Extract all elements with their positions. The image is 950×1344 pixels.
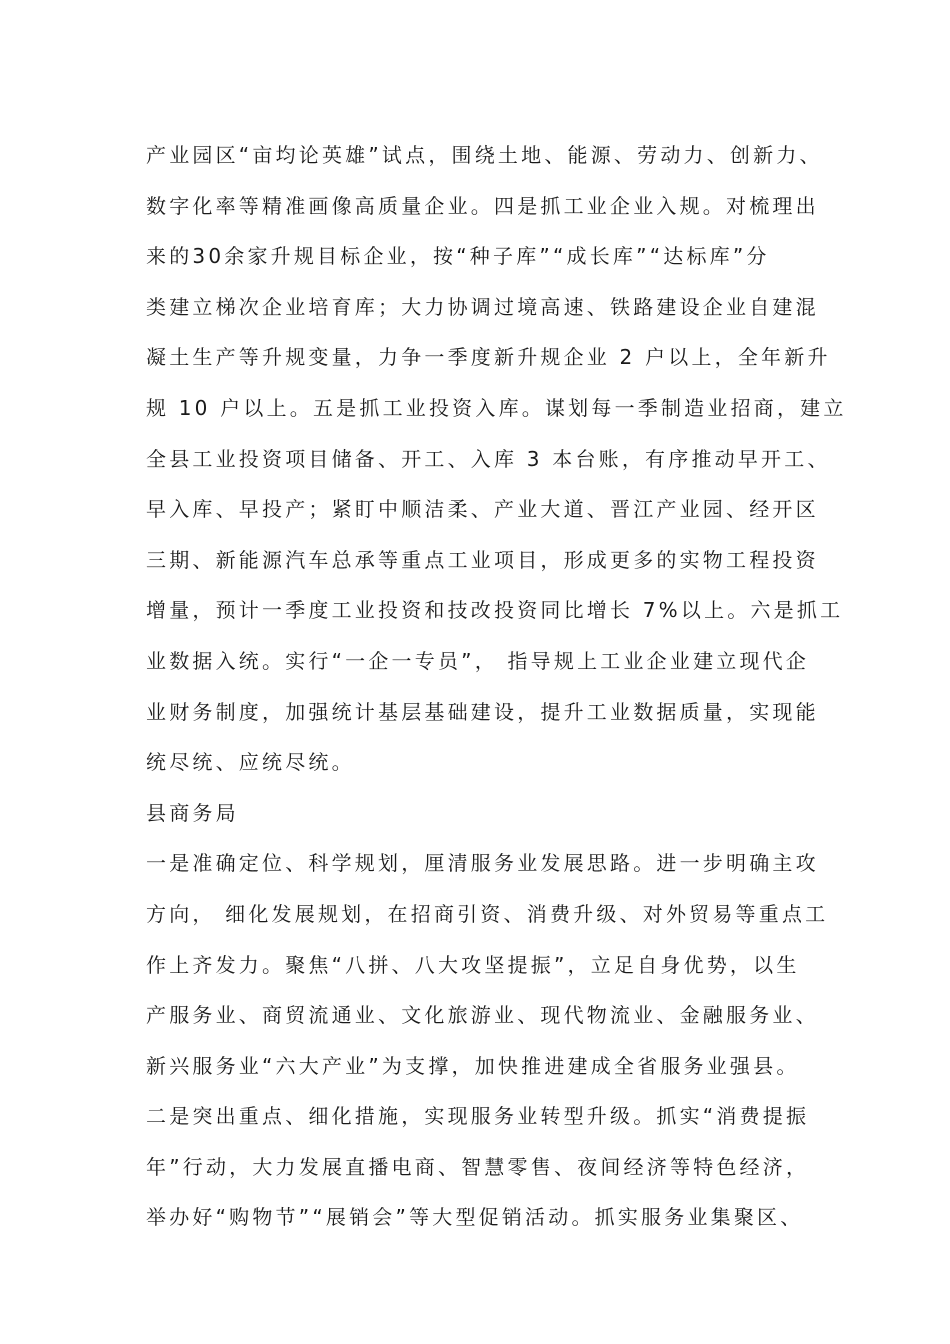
text-line: 二是突出重点、细化措施，实现服务业转型升级。抓实“消费提振 [146, 1104, 810, 1129]
text-line: 凝土生产等升规变量，力争一季度新升规企业 2 户以上，全年新升 [146, 345, 831, 370]
text-line: 一是准确定位、科学规划，厘清服务业发展思路。进一步明确主攻 [146, 851, 819, 876]
text-line: 统尽统、应统尽统。 [146, 750, 355, 775]
text-line: 来的30余家升规目标企业，按“种子库”“成长库”“达标库”分 [146, 244, 770, 269]
text-line: 业财务制度，加强统计基层基础建设，提升工业数据质量，实现能 [146, 699, 819, 724]
text-line: 全县工业投资项目储备、开工、入库 3 本台账，有序推动早开工、 [146, 446, 831, 471]
text-line: 方向， 细化发展规划，在招商引资、消费升级、对外贸易等重点工 [146, 901, 829, 926]
text-line: 业数据入统。实行“一企一专员”， 指导规上工业企业建立现代企 [146, 648, 810, 673]
text-line: 三期、新能源汽车总承等重点工业项目，形成更多的实物工程投资 [146, 547, 819, 572]
text-line: 产服务业、商贸流通业、文化旅游业、现代物流业、金融服务业、 [146, 1003, 819, 1028]
section-heading: 县商务局 [146, 800, 239, 825]
text-line: 产业园区“亩均论英雄”试点，围绕土地、能源、劳动力、创新力、 [146, 143, 823, 167]
text-line: 举办好“购物节”“展销会”等大型促销活动。抓实服务业集聚区、 [146, 1205, 804, 1230]
text-line: 新兴服务业“六大产业”为支撑，加快推进建成全省服务业强县。 [146, 1053, 800, 1078]
text-line: 规 10 户以上。五是抓工业投资入库。谋划每一季制造业招商，建立 [146, 395, 847, 420]
text-line: 类建立梯次企业培育库；大力协调过境高速、铁路建设企业自建混 [146, 294, 819, 319]
text-line: 年”行动，大力发展直播电商、智慧零售、夜间经济等特色经济， [146, 1154, 810, 1179]
text-line: 早入库、早投产；紧盯中顺洁柔、产业大道、晋江产业园、经开区 [146, 497, 819, 522]
text-line: 增量，预计一季度工业投资和技改投资同比增长 7%以上。六是抓工 [146, 598, 844, 623]
text-line: 作上齐发力。聚焦“八拼、八大攻坚提振”，立足自身优势，以生 [146, 952, 800, 977]
text-line: 数字化率等精准画像高质量企业。四是抓工业企业入规。对梳理出 [146, 193, 819, 218]
body-text [146, 130, 847, 1243]
